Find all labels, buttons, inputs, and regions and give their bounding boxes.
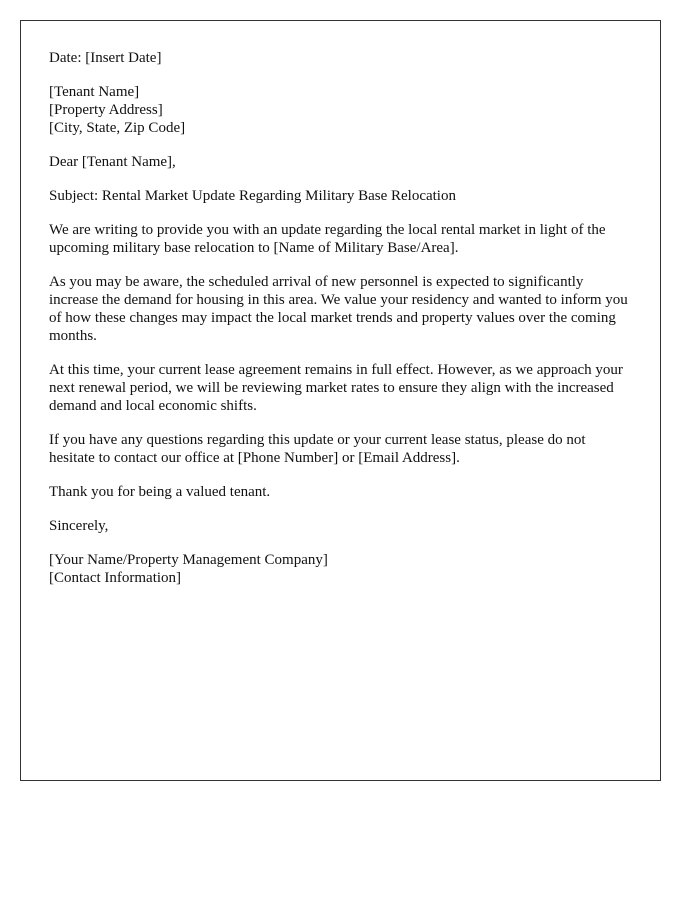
recipient-block [49, 83, 632, 137]
body-paragraph: As you may be aware, the scheduled arrival of new personnel is expected to significantly increase the demand for housing in this area. We value your residency and wanted to inform you of how these changes may impact the local market trends and property values over the coming months. [49, 274, 628, 344]
closing: Sincerely, [49, 518, 109, 534]
recipient-city-state-zip: [City, State, Zip Code] [49, 120, 186, 136]
signature-name: [Your Name/Property Management Company] [49, 552, 328, 568]
body-paragraph: We are writing to provide you with an update regarding the local rental market in light of the upcoming military base relocation to [Name of Military Base/Area]. [49, 222, 606, 256]
recipient-address: [Property Address] [49, 102, 163, 118]
signature-contact: [Contact Information] [49, 570, 182, 586]
recipient-name: [Tenant Name] [49, 84, 140, 100]
salutation: Dear [Tenant Name], [49, 154, 176, 170]
body-paragraph: Thank you for being a valued tenant. [49, 484, 271, 500]
date-line: Date: [Insert Date] [49, 50, 162, 66]
subject-line: Subject: Rental Market Update Regarding Military Base Relocation [49, 188, 456, 204]
signature-block [49, 551, 632, 587]
body-paragraph: At this time, your current lease agreement remains in full effect. However, as we approach your next renewal period, we will be reviewing market rates to ensure they align with the increased demand and local economic shifts. [49, 362, 623, 414]
body-paragraph: If you have any questions regarding this update or your current lease status, please do not hesitate to contact our office at [Phone Number] or [Email Address]. [49, 432, 586, 466]
letter-document [20, 20, 661, 781]
